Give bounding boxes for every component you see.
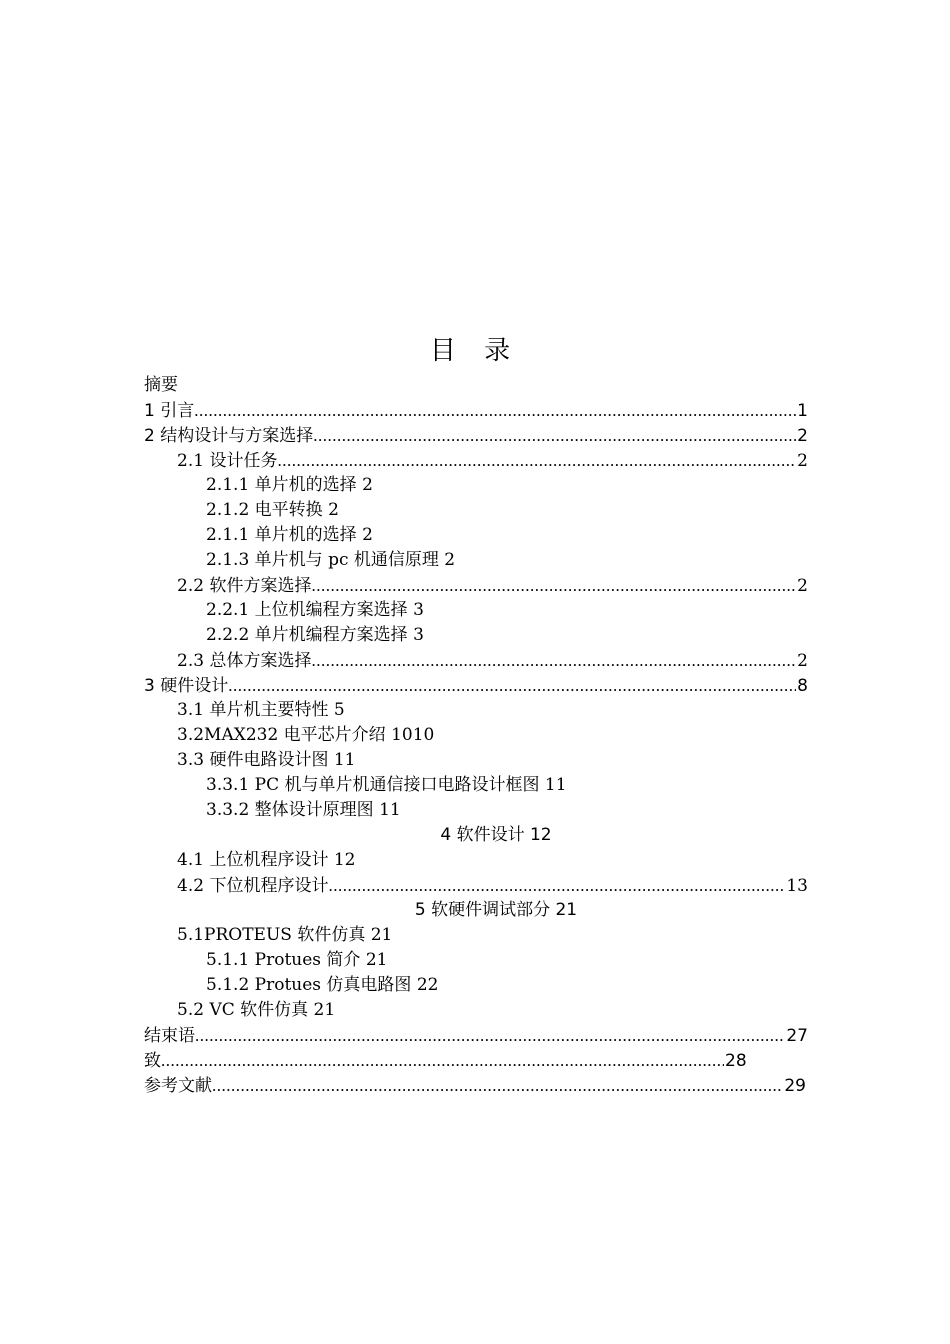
- toc-entry-2-1-3[interactable]: [144, 548, 808, 573]
- toc-entry-label: 3.2MAX232 电平芯片介绍 1010: [177, 725, 435, 745]
- toc-entry-chapter-3[interactable]: [144, 673, 808, 698]
- toc-entry-label: 3 硬件设计: [144, 676, 229, 696]
- toc-entry-chapter-5[interactable]: [144, 898, 808, 923]
- toc-entry-label: 2.1.1 单片机的选择 2: [206, 525, 373, 545]
- toc-entry-3-3[interactable]: [144, 748, 808, 773]
- toc-entry-references[interactable]: [144, 1073, 808, 1098]
- toc-entry-label: 5 软硬件调试部分 21: [414, 900, 578, 920]
- toc-page-number: 2: [797, 451, 808, 471]
- dot-leader: [277, 448, 796, 473]
- toc-entry-label: 2.2.2 单片机编程方案选择 3: [206, 625, 424, 645]
- dot-leader: [328, 873, 785, 898]
- toc-entry-label: 致: [144, 1051, 161, 1071]
- toc-entry-label: 5.1.1 Protues 简介 21: [206, 950, 388, 970]
- dot-leader: [194, 398, 796, 423]
- toc-entry-label: 3.3.2 整体设计原理图 11: [206, 800, 401, 820]
- toc-entry-2-1-2[interactable]: [144, 498, 808, 523]
- toc-entry-label: 参考文献: [144, 1076, 212, 1096]
- toc-entry-2-2-2[interactable]: [144, 623, 808, 648]
- toc-entry-label: 2.2.1 上位机编程方案选择 3: [206, 600, 424, 620]
- toc-entry-label: 结束语: [144, 1026, 195, 1046]
- dot-leader: [228, 673, 796, 698]
- toc-page-number: 2: [797, 576, 808, 596]
- toc-entry-3-3-2[interactable]: [144, 798, 808, 823]
- toc-entry-label: 2.1.1 单片机的选择 2: [206, 475, 373, 495]
- toc-entry-label: 5.1PROTEUS 软件仿真 21: [177, 925, 393, 945]
- toc-entry-5-2[interactable]: [144, 998, 808, 1023]
- toc-page-number: 2: [797, 426, 808, 446]
- dot-leader: [161, 1048, 724, 1073]
- toc-entry-2-3[interactable]: [144, 648, 808, 673]
- toc-entry-label: 2 结构设计与方案选择: [144, 426, 314, 446]
- toc-page-number: 28: [725, 1051, 747, 1071]
- toc-entry-thanks[interactable]: [144, 1048, 808, 1073]
- toc-entry-4-2[interactable]: [144, 873, 808, 898]
- dot-leader: [313, 423, 796, 448]
- toc-entry-5-1-1[interactable]: [144, 948, 808, 973]
- page-title: 目 录: [429, 336, 521, 366]
- toc-entry-label: 2.1.2 电平转换 2: [206, 500, 339, 520]
- toc-entry-intro[interactable]: [144, 398, 808, 423]
- toc-entry-label: 1 引言: [144, 401, 195, 421]
- dot-leader: [195, 1023, 785, 1048]
- toc-page-number: 29: [784, 1076, 806, 1096]
- dot-leader: [311, 573, 796, 598]
- toc-page-number: 13: [786, 876, 808, 896]
- toc-entry-label: 3.3.1 PC 机与单片机通信接口电路设计框图 11: [206, 775, 567, 795]
- toc-entry-2-2[interactable]: [144, 573, 808, 598]
- toc-entry-2-2-1[interactable]: [144, 598, 808, 623]
- toc-entry-3-1[interactable]: [144, 698, 808, 723]
- toc-entry-abstract[interactable]: [144, 373, 808, 398]
- toc-entry-label: 5.1.2 Protues 仿真电路图 22: [206, 975, 439, 995]
- toc-entry-2-1-1-repeat[interactable]: [144, 523, 808, 548]
- toc-entry-5-1[interactable]: [144, 923, 808, 948]
- toc-entry-label: 2.3 总体方案选择: [177, 651, 312, 671]
- toc-entry-chapter-2[interactable]: [144, 423, 808, 448]
- toc-entry-label: 2.1 设计任务: [177, 451, 278, 471]
- dot-leader: [212, 1073, 783, 1098]
- toc-entry-label: 3.1 单片机主要特性 5: [177, 700, 345, 720]
- toc-entry-label: 4.1 上位机程序设计 12: [177, 850, 356, 870]
- toc-page-number: 8: [797, 676, 808, 696]
- toc-entry-label: 摘要: [144, 375, 178, 395]
- toc-entry-5-1-2[interactable]: [144, 973, 808, 998]
- toc-entry-conclusion[interactable]: [144, 1023, 808, 1048]
- toc-entry-label: 4 软件设计 12: [440, 825, 552, 845]
- toc-page-number: 1: [797, 401, 808, 421]
- toc-page-number: 27: [786, 1026, 808, 1046]
- toc-entry-3-3-1[interactable]: [144, 773, 808, 798]
- toc-entry-label: 5.2 VC 软件仿真 21: [177, 1000, 336, 1020]
- toc-entry-label: 4.2 下位机程序设计: [177, 876, 329, 896]
- table-of-contents: [144, 373, 808, 1098]
- toc-entry-2-1-1[interactable]: [144, 473, 808, 498]
- toc-entry-label: 3.3 硬件电路设计图 11: [177, 750, 356, 770]
- toc-entry-3-2[interactable]: [144, 723, 808, 748]
- toc-page-number: 2: [797, 651, 808, 671]
- toc-entry-2-1[interactable]: [144, 448, 808, 473]
- toc-entry-chapter-4[interactable]: [144, 823, 808, 848]
- toc-entry-4-1[interactable]: [144, 848, 808, 873]
- dot-leader: [311, 648, 796, 673]
- toc-entry-label: 2.2 软件方案选择: [177, 576, 312, 596]
- toc-entry-label: 2.1.3 单片机与 pc 机通信原理 2: [206, 550, 456, 570]
